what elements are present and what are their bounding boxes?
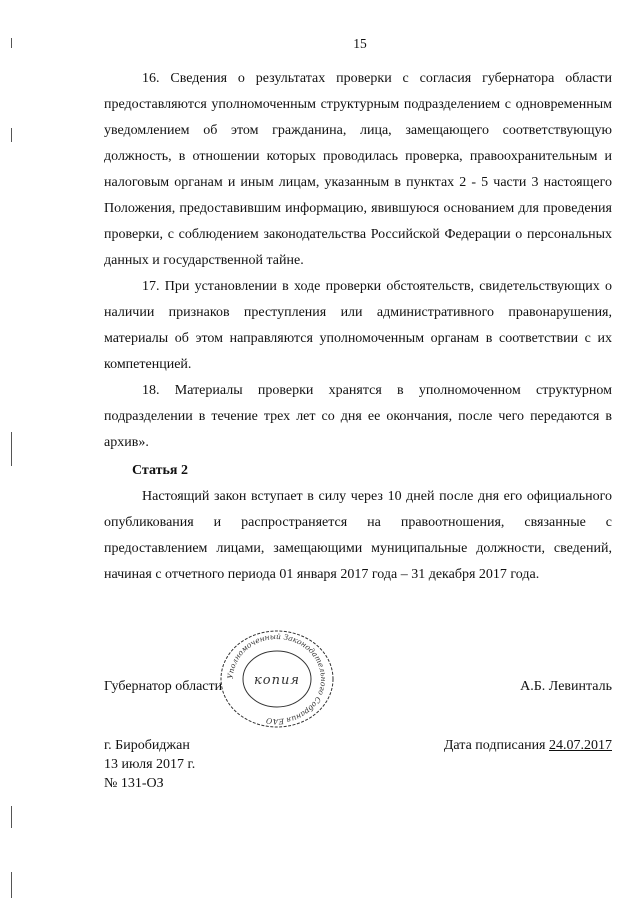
signature-block [104, 679, 612, 701]
article-2-text: Настоящий закон вступает в силу через 10 дней после дня его официального опубликования и распространяется на правоотношения, связанные с предоставлением лицами, замещающими муниципальные должности, сведений, начиная с отчетного периода 01 января 2017 года – 31 декабря 2017 года. [104, 489, 612, 582]
paragraph-18: 18. Материалы проверки хранятся в уполномоченном структурном подразделении в течение трех лет со дня ее окончания, после чего передаются в архив». [104, 383, 612, 450]
margin-tick-mark [11, 128, 12, 142]
copy-stamp [218, 628, 336, 730]
law-date: 13 июля 2017 г. [104, 757, 196, 772]
paragraph-16: 16. Сведения о результатах проверки с согласия губернатора области предоставляются уполномоченным структурным подразделением с одновременным уведомлением об этом гражданина, лица, замещающего соответствующую должность, в отношении которых проводилась проверка, правоохранительным и налоговым органам и иным лицам, указанным в пунктах 2 - 5 части 3 настоящего Положения, предоставившим информацию, явившуюся основанием для проведения проверки, с соблюдением законодательства Российской Федерации о персональных данных и государственной тайне. [104, 71, 612, 268]
article-heading: Статья 2 [132, 463, 188, 478]
paragraph-17: 17. При установлении в ходе проверки обстоятельств, свидетельствующих о наличии признаков преступления или административного правонарушения, материалы об этом направляются уполномоченным органам в соответствии с их компетенцией. [104, 279, 612, 372]
signing-date-block [444, 736, 612, 755]
law-number: № 131-ОЗ [104, 776, 164, 791]
margin-tick-mark [11, 872, 12, 898]
place-date-block [104, 736, 195, 793]
margin-tick-mark [11, 806, 12, 828]
signing-date-value: 24.07.2017 [549, 738, 612, 753]
document-body [104, 66, 612, 588]
city: г. Биробиджан [104, 738, 190, 753]
signatory-name: А.Б. Левинталь [520, 679, 612, 694]
signatory-position: Губернатор области [104, 679, 223, 694]
margin-tick-mark [11, 432, 12, 466]
page-number: 15 [353, 36, 367, 51]
signing-date-label: Дата подписания [443, 738, 546, 753]
stamp-center-text: копия [254, 673, 300, 688]
stamp-ring-text: Уполномоченный Законодательного Собрания ЕАО [225, 631, 329, 727]
